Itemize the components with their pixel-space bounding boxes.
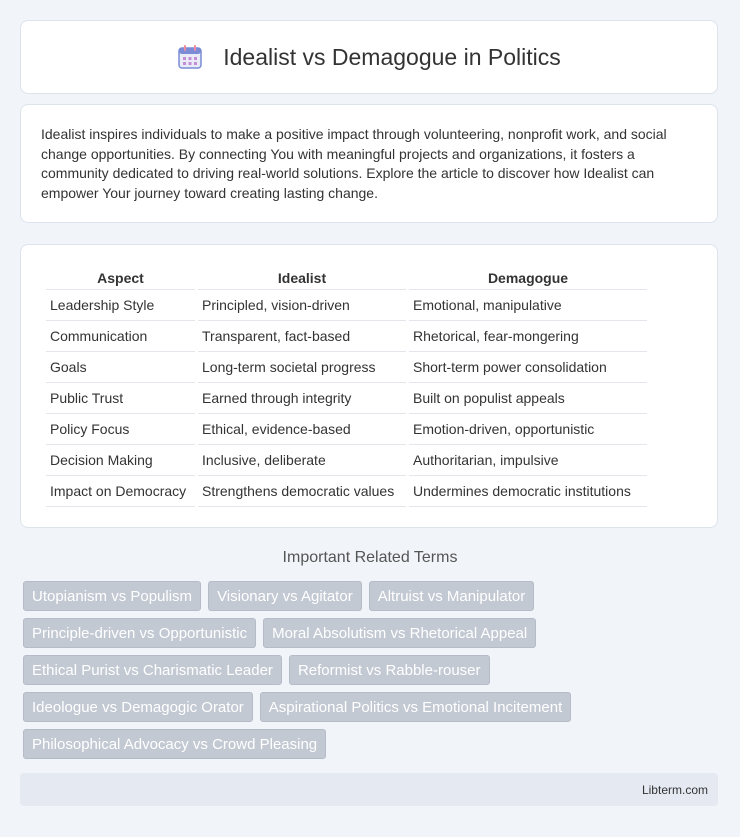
related-term-tag[interactable]: Aspirational Politics vs Emotional Incitement xyxy=(260,692,571,722)
footer-site-link[interactable]: Libterm.com xyxy=(641,782,708,797)
table-cell: Impact on Democracy xyxy=(46,476,195,507)
related-term-tag[interactable]: Principle-driven vs Opportunistic xyxy=(23,618,256,648)
footer xyxy=(20,773,718,806)
intro-text: Idealist inspires individuals to make a positive impact through volunteering, nonprofit work, and social change opportunities. By connecting You with meaningful projects and organizations, it fosters a community dedicated to driving real-world solutions. Explore the article to discover how Idealist can empower Your journey toward creating lasting change. xyxy=(41,126,667,201)
table-cell: Short-term power consolidation xyxy=(409,352,647,383)
table-cell: Policy Focus xyxy=(46,414,195,445)
related-term-tag[interactable]: Utopianism vs Populism xyxy=(23,581,201,611)
related-term-tag[interactable]: Moral Absolutism vs Rhetorical Appeal xyxy=(263,618,536,648)
table-cell: Decision Making xyxy=(46,445,195,476)
table-cell: Authoritarian, impulsive xyxy=(409,445,647,476)
table-cell: Rhetorical, fear-mongering xyxy=(409,321,647,352)
table-cell: Emotion-driven, opportunistic xyxy=(409,414,647,445)
page-title: Idealist vs Demagogue in Politics xyxy=(223,43,561,70)
related-term-tag[interactable]: Visionary vs Agitator xyxy=(208,581,362,611)
table-cell: Principled, vision-driven xyxy=(198,290,406,321)
table-row xyxy=(46,445,647,476)
table-row xyxy=(46,383,647,414)
table-row xyxy=(46,476,647,507)
table-cell: Emotional, manipulative xyxy=(409,290,647,321)
table-cell: Ethical, evidence-based xyxy=(198,414,406,445)
table-row xyxy=(46,352,647,383)
comparison-table xyxy=(43,267,650,507)
table-header-demagogue: Demagogue xyxy=(409,267,647,290)
table-cell: Built on populist appeals xyxy=(409,383,647,414)
related-term-tag[interactable]: Philosophical Advocacy vs Crowd Pleasing xyxy=(23,729,326,759)
table-cell: Undermines democratic institutions xyxy=(409,476,647,507)
table-cell: Long-term societal progress xyxy=(198,352,406,383)
table-header-aspect: Aspect xyxy=(46,267,195,290)
table-header-idealist: Idealist xyxy=(198,267,406,290)
table-cell: Earned through integrity xyxy=(198,383,406,414)
table-header-row xyxy=(46,267,647,290)
comparison-table-card xyxy=(20,244,718,528)
calendar-icon xyxy=(177,44,203,70)
related-term-tag[interactable]: Ideologue vs Demagogic Orator xyxy=(23,692,253,722)
table-cell: Communication xyxy=(46,321,195,352)
table-cell: Goals xyxy=(46,352,195,383)
intro-card xyxy=(20,104,718,223)
related-term-tag[interactable]: Reformist vs Rabble-rouser xyxy=(289,655,490,685)
related-term-tag[interactable]: Ethical Purist vs Charismatic Leader xyxy=(23,655,282,685)
related-term-tag[interactable]: Altruist vs Manipulator xyxy=(369,581,535,611)
related-terms-list xyxy=(23,581,713,759)
table-cell: Transparent, fact-based xyxy=(198,321,406,352)
title-card xyxy=(20,20,718,94)
table-row xyxy=(46,414,647,445)
table-row xyxy=(46,290,647,321)
table-cell: Leadership Style xyxy=(46,290,195,321)
table-cell: Strengthens democratic values xyxy=(198,476,406,507)
related-terms-title: Important Related Terms xyxy=(282,549,458,566)
table-cell: Public Trust xyxy=(46,383,195,414)
table-cell: Inclusive, deliberate xyxy=(198,445,406,476)
table-row xyxy=(46,321,647,352)
